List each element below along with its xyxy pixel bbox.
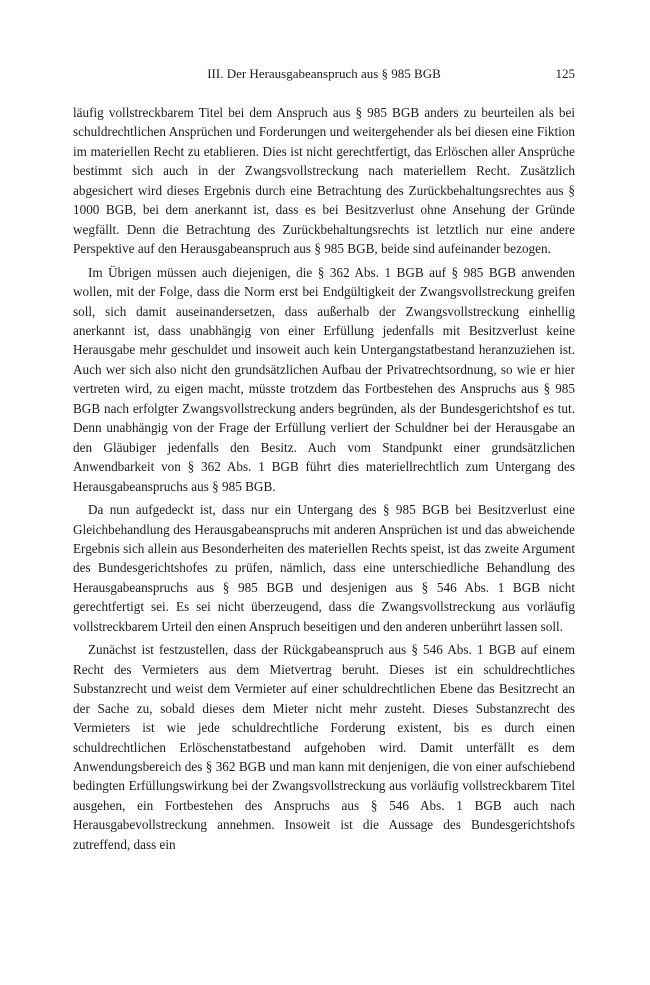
running-title: III. Der Herausgabeanspruch aus § 985 BGB [207,66,441,81]
body-text [73,103,575,854]
paragraph-continued: läufig vollstreckbarem Titel bei dem Anspruch aus § 985 BGB anders zu beurteilen als bei schuldrechtlichen Ansprüchen und Forderungen und weitergehender als bei diesen eine Fiktion im materiellen Recht zu etablieren. Dies ist nicht gerechtfertigt, das Erlöschen aller Ansprüche bestimmt sich auch in der Zwangsvollstreckung nach materiellem Recht. Zusätzlich abgesichert wird dieses Ergebnis durch eine Betrachtung des Zurückbehaltungsrechtes aus § 1000 BGB, bei dem anerkannt ist, dass es bei Besitzverlust ohne Ansehung der Gründe wegfällt. Denn die Betrachtung des Zurückbehaltungsrechts ist letztlich nur eine andere Perspektive auf den Herausgabeanspruch aus § 985 BGB, beide sind aufeinander bezogen. [73,105,575,257]
book-page [73,64,575,854]
running-head [73,64,575,84]
paragraph: Da nun aufgedeckt ist, dass nur ein Untergang des § 985 BGB bei Besitzverlust eine Gleichbehandlung des Herausgabeanspruchs mit anderen Ansprüchen ist und das abweichende Ergebnis sich allein aus Besonderheiten des materiellen Rechts speist, ist das zweite Argument des Bundesgerichtshofes zu prüfen, nämlich, dass eine unterschiedliche Behandlung des Herausgabeanspruchs aus § 985 BGB und desjenigen aus § 546 Abs. 1 BGB nicht gerechtfertigt sei. Es sei nicht überzeugend, dass die Zwangsvollstreckung aus vorläufig vollstreckbarem Urteil den einen Anspruch beseitigen und den anderen unberührt lassen soll. [73,502,575,634]
paragraph: Im Übrigen müssen auch diejenigen, die § 362 Abs. 1 BGB auf § 985 BGB anwenden wollen, mit der Folge, dass die Norm erst bei Endgültigkeit der Zwangsvollstreckung greifen soll, sich damit auseinandersetzen, dass außerhalb der Zwangsvollstreckung einhellig anerkannt ist, dass unabhängig von einer Erfüllung jedenfalls mit Besitzverlust keine Herausgabe mehr geschuldet und insoweit auch kein Untergangstatbestand heranzuziehen ist. Auch wer sich also nicht den grundsätzlichen Aufbau der Privatrechtsordnung, so wie er hier vertreten wird, zu eigen macht, müsste trotzdem das Fortbestehen des Anspruchs aus § 985 BGB nach erfolgter Zwangsvollstreckung anders begründen, als der Bundesgerichtshof es tut. Denn unabhängig von der Frage der Erfüllung verliert der Schuldner bei der Herausgabe an den Gläubiger jedenfalls den Besitz. Auch vom Standpunkt einer grundsätzlichen Anwendbarkeit von § 362 Abs. 1 BGB führt dies materiellrechtlich zum Untergang des Herausgabeanspruchs aus § 985 BGB. [73,264,575,494]
paragraph: Zunächst ist festzustellen, dass der Rückgabeanspruch aus § 546 Abs. 1 BGB auf einem Recht des Vermieters aus dem Mietvertrag beruht. Dieses ist ein schuldrechtliches Substanzrecht und weist dem Vermieter auf einer schuldrechtlichen Ebene das Besitzrecht an der Sache zu, sobald dieses dem Mieter nicht mehr zusteht. Dieses Substanzrecht des Vermieters ist wie jede schuldrechtliche Forderung existent, bis es durch einen schuldrechtlichen Erlöschenstatbestand aufgehoben wird. Damit unterfällt es dem Anwendungsbereich des § 362 BGB und man kann mit denjenigen, die von einer aufschiebend bedingten Erfüllungswirkung bei der Zwangsvollstreckung aus vorläufig vollstreckbarem Titel ausgehen, ein Fortbestehen des Anspruchs aus § 546 Abs. 1 BGB auch nach Herausgabevollstreckung annehmen. Insoweit ist die Aussage des Bundesgerichtshofs zutreffend, dass ein [73,642,575,852]
page-number: 125 [555,66,575,81]
